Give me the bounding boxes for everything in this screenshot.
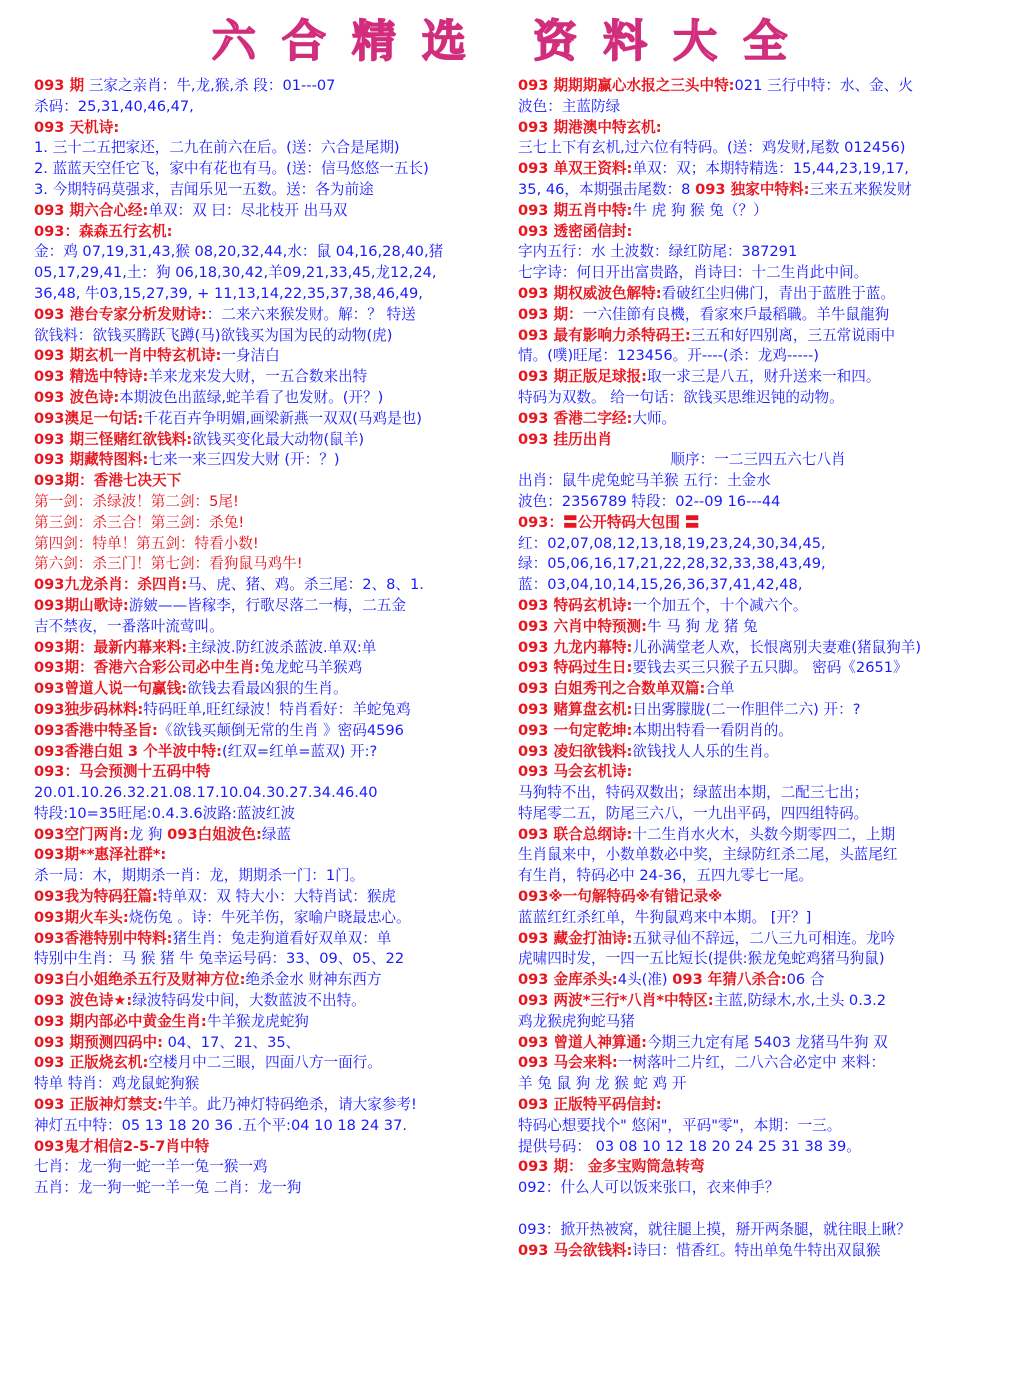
line-heading: 093我为特码狂篇: (34, 888, 158, 906)
right-line (518, 367, 998, 388)
left-line (34, 138, 510, 159)
left-line (34, 534, 510, 555)
right-line (518, 1220, 998, 1241)
line-heading: 093 期正版足球报: (518, 368, 647, 386)
right-line (518, 887, 998, 908)
left-line (34, 346, 510, 367)
line-text: 1. 三十二五把家还，二九在前六在后。(送：六合是尾期) (34, 139, 400, 157)
right-line (518, 1199, 998, 1220)
line-text: 06 合 (786, 971, 825, 989)
right-line (518, 1033, 998, 1054)
line-heading: 093独步码林料: (34, 700, 144, 718)
line-heading: 093 凌妇欲钱料: (518, 742, 633, 760)
line-text: 04、17、21、35、 (162, 1033, 301, 1051)
right-line (518, 159, 998, 180)
line-text: 主蓝,防绿木,水,土头 0.3.2 (713, 992, 887, 1010)
line-text: 3. 今期特码莫强求，吉闻乐见一五数。送：各为前途 (34, 180, 374, 198)
right-line (518, 201, 998, 222)
line-text: 字内五行：水 土波数：绿红防尾：387291 (518, 243, 798, 261)
line-heading: 093期：最新内幕来料: (34, 638, 188, 656)
right-line (518, 388, 998, 409)
left-line (34, 1074, 510, 1095)
line-heading: 093 金库杀头: (518, 971, 618, 989)
line-text: 4头(准) (617, 971, 673, 989)
line-text: 七字诗：何日开出富贵路，肖诗曰：十二生肖此中间。 (518, 264, 869, 282)
right-line (518, 513, 998, 534)
line-text: 取一求三是八五，财升送来一和四。 (646, 368, 881, 386)
line-heading: 093 正版烧玄机: (34, 1054, 149, 1072)
right-line (518, 76, 998, 97)
right-line (518, 700, 998, 721)
left-line (34, 783, 510, 804)
line-heading: 093香港白姐 3 个半波中特: (34, 742, 222, 760)
line-heading: 093 藏金打油诗: (518, 929, 633, 947)
left-line (34, 575, 510, 596)
left-line (34, 638, 510, 659)
left-column (34, 76, 510, 1199)
line-text: 羊 兔 鼠 狗 龙 猴 蛇 鸡 开 (518, 1075, 687, 1093)
left-line (34, 180, 510, 201)
line-heading: 093 天机诗: (34, 118, 120, 136)
line-text: 情。(噗)旺尾：123456。开----(杀：龙鸡-----) (518, 347, 820, 365)
left-line (34, 263, 510, 284)
right-line (518, 430, 998, 451)
line-text: 单双：双 曰：尽北枝开 出马双 (148, 201, 348, 219)
line-heading: 093 波色诗: (34, 388, 120, 406)
line-text: 第六剑：杀三门！第七剑：看狗鼠马鸡牛! (34, 555, 303, 573)
line-text: 绿：05,06,16,17,21,22,28,32,33,38,43,49, (518, 555, 826, 573)
line-text: 092：什么人可以饭来张口，衣来伸手？ (518, 1179, 780, 1197)
left-line (34, 658, 510, 679)
line-heading: 093 正版特平码信封: (518, 1096, 662, 1114)
line-heading: 093 期玄机一肖中特玄机诗: (34, 347, 222, 365)
line-text: 提供号码： 03 08 10 12 18 20 24 25 31 38 39。 (518, 1137, 861, 1155)
line-text: 单双：双；本期特精选：15,44,23,19,17, (632, 160, 909, 178)
line-text: 要钱去买三只猴子五只脚。 密码《2651》 (632, 659, 908, 677)
line-heading: 093：〓公开特码大包围 〓 (518, 513, 700, 531)
left-line (34, 742, 510, 763)
line-heading: 093 期： (518, 305, 583, 323)
right-column (518, 76, 998, 1261)
line-heading: 093空门两肖: (34, 825, 129, 843)
line-text: 第四剑：特单！第五剑：特看小数! (34, 534, 259, 552)
line-heading: 093 年猜八杀合: (672, 971, 787, 989)
right-line (518, 118, 998, 139)
line-text: 波色：2356789 特段：02--09 16---44 (518, 492, 781, 510)
right-line (518, 492, 998, 513)
left-line (34, 1137, 510, 1158)
line-text: 看破红尘归佛门，青出于蓝胜于蓝。 (661, 284, 896, 302)
right-line (518, 305, 998, 326)
left-line (34, 554, 510, 575)
line-heading: 093：马会预测十五码中特 (34, 763, 211, 781)
line-text: 牛 虎 狗 猴 兔（？） (632, 201, 768, 219)
line-heading: 093 港台专家分析发财诗: (34, 305, 207, 323)
right-line (518, 346, 998, 367)
line-text: 五狱寻仙不辞远，二八三九可相连。龙吟 (632, 929, 896, 947)
line-heading: 093 特码玄机诗: (518, 596, 633, 614)
line-text: 三来五来猴发财 (809, 180, 912, 198)
line-text: 儿孙满堂老人欢，长恨离别夫妻难(猪鼠狗羊) (632, 638, 922, 656)
left-line (34, 450, 510, 471)
line-text: 吉不禁夜，一番落叶流莺叫。 (34, 617, 224, 635)
page-title: 六合精选 资料大全 (211, 16, 814, 67)
left-line (34, 1012, 510, 1033)
line-text: 生肖鼠来中，小数单数必中奖，主绿防红杀二尾，头蓝尾红 (518, 846, 898, 864)
line-heading: 093 期权威波色解特: (518, 284, 662, 302)
line-text: 有生肖，特码必中 24-36，五四九零七一尾。 (518, 867, 814, 885)
line-heading: 093 两波*三行*八肖*中特区: (518, 992, 714, 1010)
line-text: 绿蓝 (261, 825, 292, 843)
line-text: 波色：主蓝防绿 (518, 97, 621, 115)
line-heading: 093 独家中特料: (695, 180, 810, 198)
line-text: 三七上下有玄机,过六位有特码。(送：鸡发财,尾数 012456) (518, 139, 906, 157)
left-line (34, 76, 510, 97)
right-line (518, 1012, 998, 1033)
line-text: 36,48, 牛03,15,27,39, + 11,13,14,22,35,37,38,46,49, (34, 284, 423, 302)
right-line (518, 908, 998, 929)
line-text: 空楼月中二三眼，四面八方一面行。 (148, 1054, 382, 1072)
line-text: 鸡龙猴虎狗蛇马猪 (518, 1012, 635, 1030)
right-line (518, 180, 998, 201)
line-heading: 093 正版神灯禁支: (34, 1096, 163, 1114)
line-text: 主绿波.防红波杀蓝波.单双:单 (187, 638, 377, 656)
line-text: 本期波色出蓝绿,蛇羊看了也发财。(开？) (119, 388, 384, 406)
right-line (518, 97, 998, 118)
left-line (34, 492, 510, 513)
line-text: 《欲钱买颠倒无常的生肖 》密码4596 (157, 721, 404, 739)
line-text: 特单双：双 特大小：大特肖试：猴虎 (157, 888, 397, 906)
line-heading: 093期**惠泽社群*: (34, 846, 167, 864)
left-line (34, 804, 510, 825)
line-text: 马、虎、猪、鸡。杀三尾：2、8、1. (187, 576, 424, 594)
line-heading: 093 一句定乾坤: (518, 721, 633, 739)
line-text: 合单 (705, 680, 735, 698)
line-heading: 093 期预测四码中: (34, 1033, 163, 1051)
left-line (34, 721, 510, 742)
line-heading: 093 期 (34, 77, 85, 94)
left-line (34, 430, 510, 451)
right-line (518, 949, 998, 970)
left-line (34, 1157, 510, 1178)
right-line (518, 638, 998, 659)
line-text: 游皴——皆稼李，行歌尽落二一梅，二五金 (128, 596, 406, 614)
line-text: 诗曰：惜香红。特出单兔牛特出双鼠猴 (632, 1241, 881, 1259)
line-heading: 093 期港澳中特玄机: (518, 118, 662, 136)
right-line (518, 242, 998, 263)
right-line (518, 866, 998, 887)
line-heading: 093白姐波色: (167, 825, 262, 843)
line-text: ：二来六来猴发财。解：？ 特送 (206, 305, 416, 323)
line-text: 今期三九定有尾 5403 龙猪马牛狗 双 (646, 1033, 888, 1051)
right-line (518, 1074, 998, 1095)
right-line (518, 617, 998, 638)
left-line (34, 1095, 510, 1116)
line-text: 羊来龙来发大财，一五合数来出特 (148, 368, 368, 386)
right-line (518, 284, 998, 305)
left-line (34, 222, 510, 243)
right-line (518, 534, 998, 555)
line-heading: 093 联合总纲诗: (518, 825, 633, 843)
right-line (518, 845, 998, 866)
line-heading: 093 精选中特诗: (34, 368, 149, 386)
left-line (34, 159, 510, 180)
line-heading: 093：森森五行玄机: (34, 222, 173, 240)
line-text: (红双=红单=蓝双) 开:? (221, 742, 378, 760)
right-line: 顺序：一二三四五六七八肖 (670, 451, 846, 469)
line-heading: 093 特码过生日: (518, 659, 633, 677)
right-line (518, 1053, 998, 1074)
line-text: 马狗特不出，特码双数出；绿蓝出本期，二配三七出； (518, 784, 869, 802)
line-heading: 093 赌算盘玄机: (518, 700, 633, 718)
line-text: 七肖：龙一狗一蛇一羊一兔一猴一鸡 (34, 1158, 268, 1176)
line-text: 欲钱料：欲钱买腾跃飞蹲(马)欲钱买为国为民的动物(虎) (34, 326, 393, 344)
left-line (34, 305, 510, 326)
left-line (34, 118, 510, 139)
line-text: 兔龙蛇马羊猴鸡 (260, 659, 363, 677)
line-heading: 093 期内部必中黄金生肖: (34, 1012, 207, 1030)
line-heading: 093 马会欲钱料: (518, 1241, 633, 1259)
line-text: 红：02,07,08,12,13,18,19,23,24,30,34,45, (518, 534, 826, 552)
line-heading: 093 马会玄机诗: (518, 763, 633, 781)
line-text: 烧伤兔 。诗：牛死羊伤，家喻户晓最忠心。 (128, 908, 411, 926)
line-heading: 093香港中特圣旨: (34, 721, 158, 739)
right-line (518, 222, 998, 243)
line-text: 千花百卉争明媚,画梁新燕一双双(马鸡是也) (143, 409, 422, 427)
line-text: 一六佳節有良機，看家來戶最稻職。羊牛鼠龍狗 (582, 305, 890, 323)
line-text: 杀码：25,31,40,46,47, (34, 97, 194, 115)
line-text: 021 三行中特：水、金、火 (734, 77, 913, 94)
line-text: 十二生肖水火木，头数今期零四二，上期 (632, 825, 896, 843)
line-text: 20.01.10.26.32.21.08.17.10.04.30.27.34.46.40 (34, 784, 378, 802)
left-line (34, 596, 510, 617)
line-text: 特段:10=35旺尾:0.4.3.6波路:蓝波红波 (34, 804, 296, 822)
right-line (518, 929, 998, 950)
line-heading: 093香港特别中特料: (34, 929, 173, 947)
line-heading: 093 香港二字经: (518, 409, 633, 427)
line-text: 牛羊。此乃神灯特码绝杀，请大家参考! (162, 1096, 417, 1114)
left-line (34, 617, 510, 638)
right-line (518, 1178, 998, 1199)
line-heading: 093※一句解特码※有错记录※ (518, 888, 723, 906)
line-text: 特单 特肖：鸡龙鼠蛇狗猴 (34, 1075, 200, 1093)
right-line (518, 1095, 998, 1116)
left-line (34, 970, 510, 991)
line-text: 大师。 (632, 409, 677, 427)
right-line (518, 991, 998, 1012)
right-line (518, 742, 998, 763)
right-line (518, 471, 998, 492)
right-line (518, 804, 998, 825)
line-text: 猪生肖：兔走狗道看好双单双：单 (172, 929, 392, 947)
line-text: 2. 蓝蓝天空任它飞，家中有花也有马。(送：信马悠悠一五长) (34, 160, 429, 178)
line-text: 绿波特码发中间，大数蓝波不出特。 (132, 992, 366, 1010)
line-heading: 093期山歌诗: (34, 596, 129, 614)
left-line (34, 866, 510, 887)
right-line (518, 762, 998, 783)
line-heading: 093 曾道人神算通: (518, 1033, 647, 1051)
line-text: 七来一来三四发大财 (开：？) (148, 451, 340, 469)
line-heading: 093 期三怪赌红欲钱料: (34, 430, 193, 448)
right-line (518, 970, 998, 991)
line-text: 三家之亲肖：牛,龙,猴,杀 段：01---07 (84, 77, 336, 94)
line-heading: 093 六肖中特预测: (518, 617, 647, 635)
left-line (34, 1116, 510, 1137)
left-line (34, 845, 510, 866)
left-line (34, 471, 510, 492)
left-line (34, 991, 510, 1012)
line-text: 093：掀开热被窝，就往腿上摸，掰开两条腿，就往眼上瞅？ (518, 1220, 911, 1238)
line-text: 特码心想要找个" 悠闲"，平码"零"，本期：一三。 (518, 1116, 842, 1134)
line-heading: 093 期六合心经: (34, 201, 149, 219)
line-heading: 093 最有影响力杀特码王: (518, 326, 691, 344)
line-heading: 093 透密函信封: (518, 222, 633, 240)
line-text: 特别中生肖：马 猴 猪 牛 兔幸运号码：33、09、05、22 (34, 950, 405, 968)
right-line (518, 679, 998, 700)
left-line (34, 201, 510, 222)
line-heading: 093九龙杀肖：杀四肖: (34, 576, 188, 594)
left-line (34, 700, 510, 721)
left-line (34, 949, 510, 970)
left-line (34, 409, 510, 430)
line-heading: 093期火车头: (34, 908, 129, 926)
line-text: 蓝蓝红红杀红单，牛狗鼠鸡来中本期。 [开？] (518, 908, 812, 926)
left-line (34, 679, 510, 700)
line-text: 牛 马 狗 龙 猪 兔 (646, 617, 758, 635)
line-text: 龙 狗 (128, 825, 168, 843)
line-text: 神灯五中特：05 13 18 20 36 .五个平:04 10 18 24 37. (34, 1116, 407, 1134)
line-heading: 093白小姐绝杀五行及财神方位: (34, 971, 246, 989)
right-line (518, 575, 998, 596)
right-line (518, 409, 998, 430)
line-text: 牛羊猴龙虎蛇狗 (206, 1012, 309, 1030)
line-heading: 093 期藏特图料: (34, 451, 149, 469)
line-text: 五肖：龙一狗一蛇一羊一兔 二肖：龙一狗 (34, 1179, 302, 1197)
right-line (518, 1157, 998, 1178)
right-line (518, 825, 998, 846)
right-line (518, 326, 998, 347)
line-heading: 093 单双王资料: (518, 160, 633, 178)
line-text: 特尾零二五，防尾三六八，一九出平码，四四组特码。 (518, 804, 869, 822)
line-heading: 093 期： 金多宝购筒急转弯 (518, 1158, 705, 1176)
line-text: 一个加五个，十个减六个。 (632, 596, 808, 614)
left-line (34, 1178, 510, 1199)
left-line (34, 326, 510, 347)
line-text: 出肖：鼠牛虎兔蛇马羊猴 五行：土金水 (518, 472, 771, 490)
line-heading: 093鬼才相信2-5-7肖中特 (34, 1137, 210, 1155)
line-text: 杀一局：木，期期杀一肖：龙，期期杀一门：1门。 (34, 867, 365, 885)
right-line (518, 596, 998, 617)
line-heading: 093 期期期赢心水报之三头中特: (518, 77, 735, 94)
line-text: 日出雾朦胧(二一作胆伴二六) 开：? (632, 700, 861, 718)
line-text: 三五和好四别离，三五常说雨中 (690, 326, 896, 344)
line-heading: 093 白姐秀刊之合数单双篇: (518, 680, 706, 698)
line-text: 蓝：03,04,10,14,15,26,36,37,41,42,48, (518, 576, 803, 594)
line-text: 第一剑：杀绿波！第二剑：5尾! (34, 492, 239, 510)
line-heading: 093 挂历出肖 (518, 430, 612, 448)
right-line (518, 658, 998, 679)
left-line (34, 825, 510, 846)
line-text: 特码为双数。 给一句话：欲钱买思维迟钝的动物。 (518, 388, 844, 406)
left-line (34, 762, 510, 783)
line-text: 欲钱去看最凶狠的生肖。 (187, 680, 348, 698)
line-text: 欲钱买变化最大动物(鼠羊) (192, 430, 365, 448)
line-text: 欲钱找人人乐的生肖。 (632, 742, 779, 760)
left-line (34, 887, 510, 908)
right-line (518, 783, 998, 804)
line-heading: 093 期五肖中特: (518, 201, 633, 219)
left-line (34, 284, 510, 305)
line-heading: 093 马会来料: (518, 1054, 618, 1072)
left-line (34, 367, 510, 388)
left-line (34, 242, 510, 263)
line-text: 绝杀金水 财神东西方 (245, 971, 382, 989)
line-text: 一树落叶二片红，二八六合必定中 来料： (617, 1054, 886, 1072)
line-heading: 093曾道人说一句赢钱: (34, 680, 188, 698)
right-line (518, 1137, 998, 1158)
right-line (518, 138, 998, 159)
line-heading: 093 九龙内幕特: (518, 638, 633, 656)
right-line (518, 1241, 998, 1262)
left-line (34, 1033, 510, 1054)
line-text: 虎啸四时发，一四一五比短长(提供:猴龙兔蛇鸡猪马狗鼠) (518, 950, 885, 968)
line-text: 金：鸡 07,19,31,43,猴 08,20,32,44,水：鼠 04,16,28,40,猪 (34, 243, 444, 261)
left-line (34, 97, 510, 118)
line-heading: 093澳足一句话: (34, 409, 144, 427)
left-line (34, 908, 510, 929)
left-line (34, 388, 510, 409)
right-line (518, 721, 998, 742)
left-line (34, 929, 510, 950)
line-text: 特码旺单,旺红绿波！特肖看好：羊蛇兔鸡 (143, 700, 411, 718)
line-heading: 093期：香港六合彩公司必中生肖: (34, 659, 261, 677)
line-text: 05,17,29,41,土：狗 06,18,30,42,羊09,21,33,45,龙12,24, (34, 264, 437, 282)
left-line (34, 513, 510, 534)
right-line (518, 554, 998, 575)
left-line (34, 1053, 510, 1074)
line-heading: 093 波色诗★: (34, 992, 133, 1010)
line-text: 本期出特看一看阴肖的。 (632, 721, 793, 739)
line-heading: 093期：香港七决天下 (34, 472, 182, 490)
line-text: 35, 46，本期强击尾数：8 (518, 180, 696, 198)
right-line (518, 1116, 998, 1137)
line-text: 第三剑：杀三合！第三剑：杀兔! (34, 513, 245, 531)
line-text: 一身洁白 (221, 347, 280, 365)
right-line (518, 263, 998, 284)
